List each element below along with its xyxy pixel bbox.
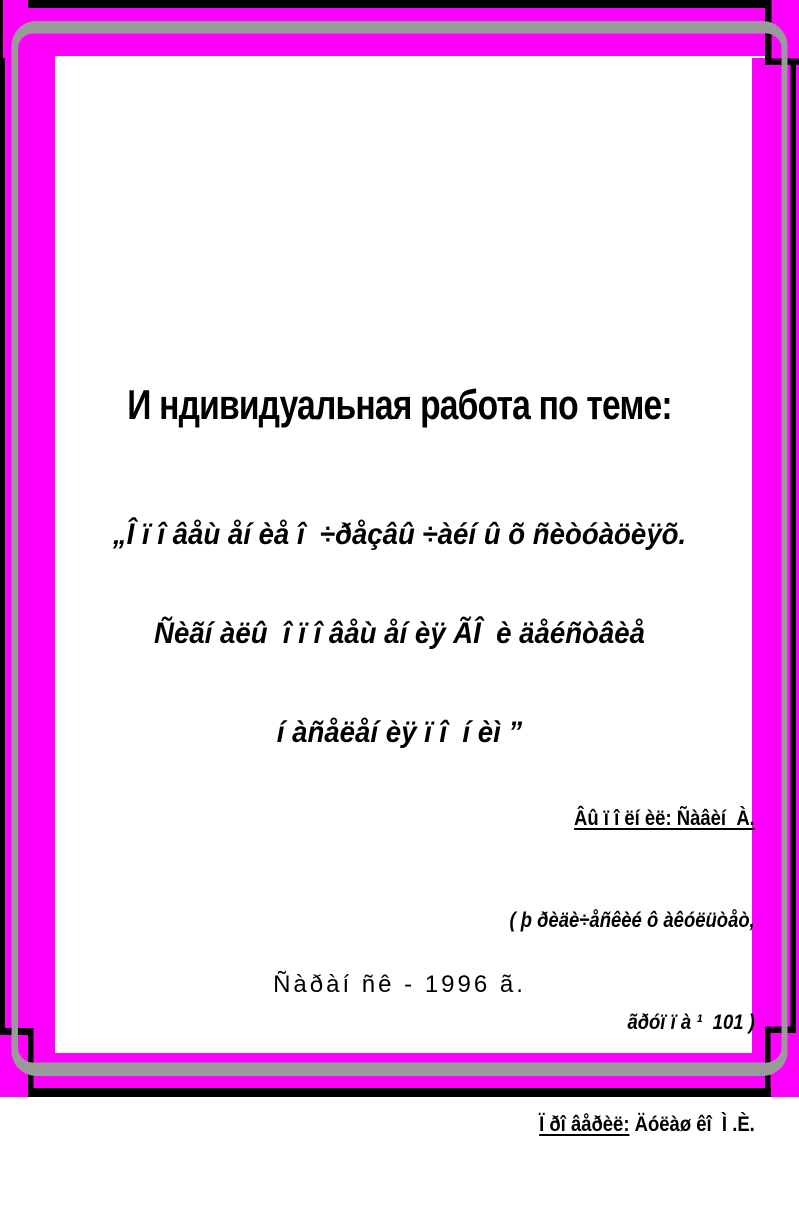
footer-city-year: Ñàðàí ñê - 1996 ã. (273, 971, 526, 998)
topic-quote-line-1: „Î ï î âåù åí èå î ÷ðåçâû ÷àéí û õ ñèòóàöèÿõ. (112, 518, 687, 551)
reviewer-label: Ï ðî âåðèë: (539, 1113, 630, 1136)
author-line: Âû ï î ëí èë: Ñàâèí À. (574, 807, 755, 830)
document-title: И ндивидуальная работа по теме: (127, 381, 672, 428)
reviewer-line (510, 1108, 755, 1142)
faculty-line: ( þ ðèäè÷åñêèé ô àêóëüòåò, (509, 909, 755, 932)
reviewer-name: Äóëàø êî Ì .È. (629, 1113, 755, 1136)
topic-quote-line-2: Ñèãí àëû î ï î âåù åí èÿ ÃÎ è äåéñòâèå (154, 617, 645, 650)
group-line: ãðóï ï à ¹ 101 ) (627, 1011, 755, 1034)
topic-quote-line-3: í àñåëåí èÿ ï î í èì ” (276, 716, 523, 749)
